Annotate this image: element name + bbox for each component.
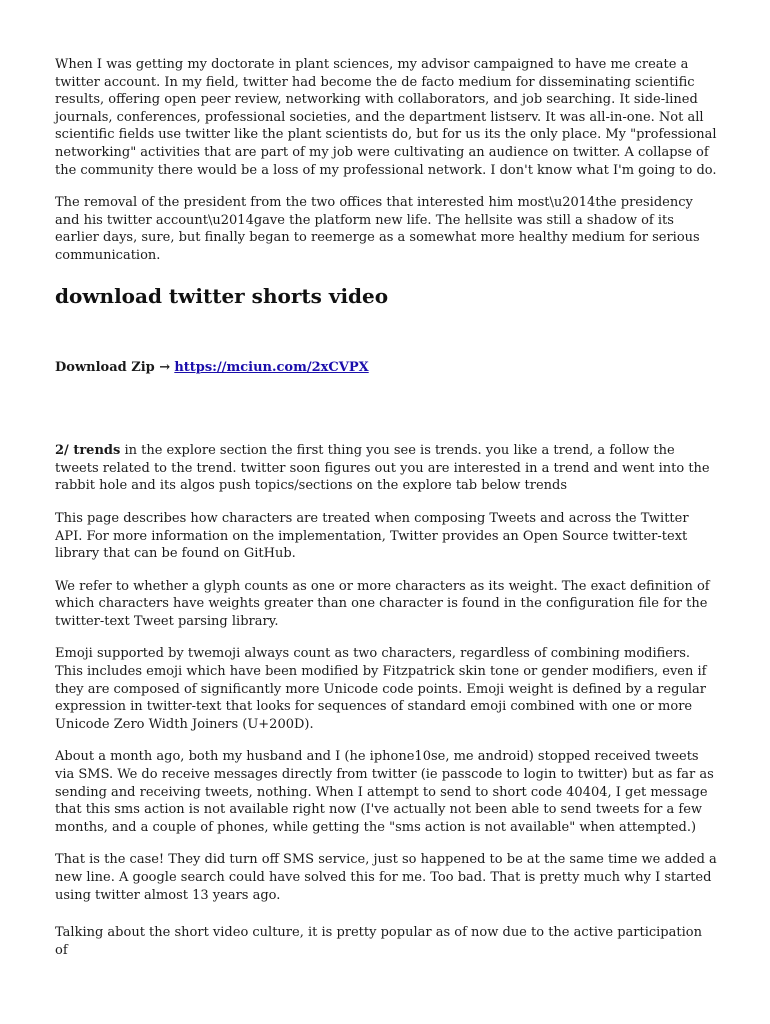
download-line bbox=[55, 359, 717, 377]
trends-bold: 2/ trends bbox=[55, 443, 121, 459]
download-link[interactable]: https://mciun.com/2xCVPX bbox=[174, 359, 369, 375]
body-paragraph-1: This page describes how characters are treated when composing Tweets and across the Twitter API. For more information on the implementation, Twitter provides an Open Source twitter-text library that can be found on GitHub. bbox=[55, 510, 689, 562]
download-label: Download Zip → bbox=[55, 359, 171, 375]
trends-text: in the explore section the first thing you see is trends. you like a trend, a follow the tweets related to the trend. twitter soon figures out you are interested in a trend and went into the rabbit hole and its algos push topics/sections on the explore tab below trends bbox=[55, 443, 710, 494]
article bbox=[55, 56, 717, 959]
intro-paragraph-1: When I was getting my doctorate in plant sciences, my advisor campaigned to have me create a twitter account. In my field, twitter had become the de facto medium for disseminating scientific results, offering open peer review, networking with collaborators, and job searching. It side-lined journals, conferences, professional societies, and the department listserv. It was all-in-one. Not all scientific fields use twitter like the plant scientists do, but for us its the only place. My "professional networking" activities that are part of my job were cultivating an audience on twitter. A collapse of the community there would be a loss of my professional network. I don't know what I'm going to do. bbox=[55, 57, 717, 178]
intro-paragraph-2: The removal of the president from the two offices that interested him most\u2014the presidency and his twitter account\u2014gave the platform new life. The hellsite was still a shadow of its earlier days, sure, but finally began to reemerge as a somewhat more healthy medium for serious communication. bbox=[55, 195, 700, 263]
body-paragraph-2: We refer to whether a glyph counts as one or more characters as its weight. The exact definition of which characters have weights greater than one character is found in the configuration file for the twitter-text Tweet parsing library. bbox=[55, 578, 710, 629]
body-paragraph-4: About a month ago, both my husband and I (he iphone10se, me android) stopped received tweets via SMS. We do receive messages directly from twitter (ie passcode to login to twitter) but as far as sending and receiving tweets, nothing. When I attempt to send to short code 40404, I get message that this sms action is not available right now (I've actually not been able to send tweets for a few months, and a couple of phones, while getting the "sms action is not available" when attempted.) bbox=[55, 749, 714, 835]
last-paragraph: Talking about the short video culture, it is pretty popular as of now due to the active participation of bbox=[55, 925, 702, 958]
body-paragraph-3: Emoji supported by twemoji always count as two characters, regardless of combining modifiers. This includes emoji which have been modified by Fitzpatrick skin tone or gender modifiers, even if they are composed of significantly more Unicode code points. Emoji weight is defined by a regular expression in twitter-text that looks for sequences of standard emoji combined with one or more Unicode Zero Width Joiners (U+200D). bbox=[55, 646, 707, 732]
article-heading: download twitter shorts video bbox=[55, 283, 389, 308]
trends-paragraph bbox=[55, 442, 717, 495]
body-paragraph-5: That is the case! They did turn off SMS service, just so happened to be at the same time we added a new line. A google search could have solved this for me. Too bad. That is pretty much why I started using twitter almost 13 years ago. bbox=[55, 852, 717, 903]
